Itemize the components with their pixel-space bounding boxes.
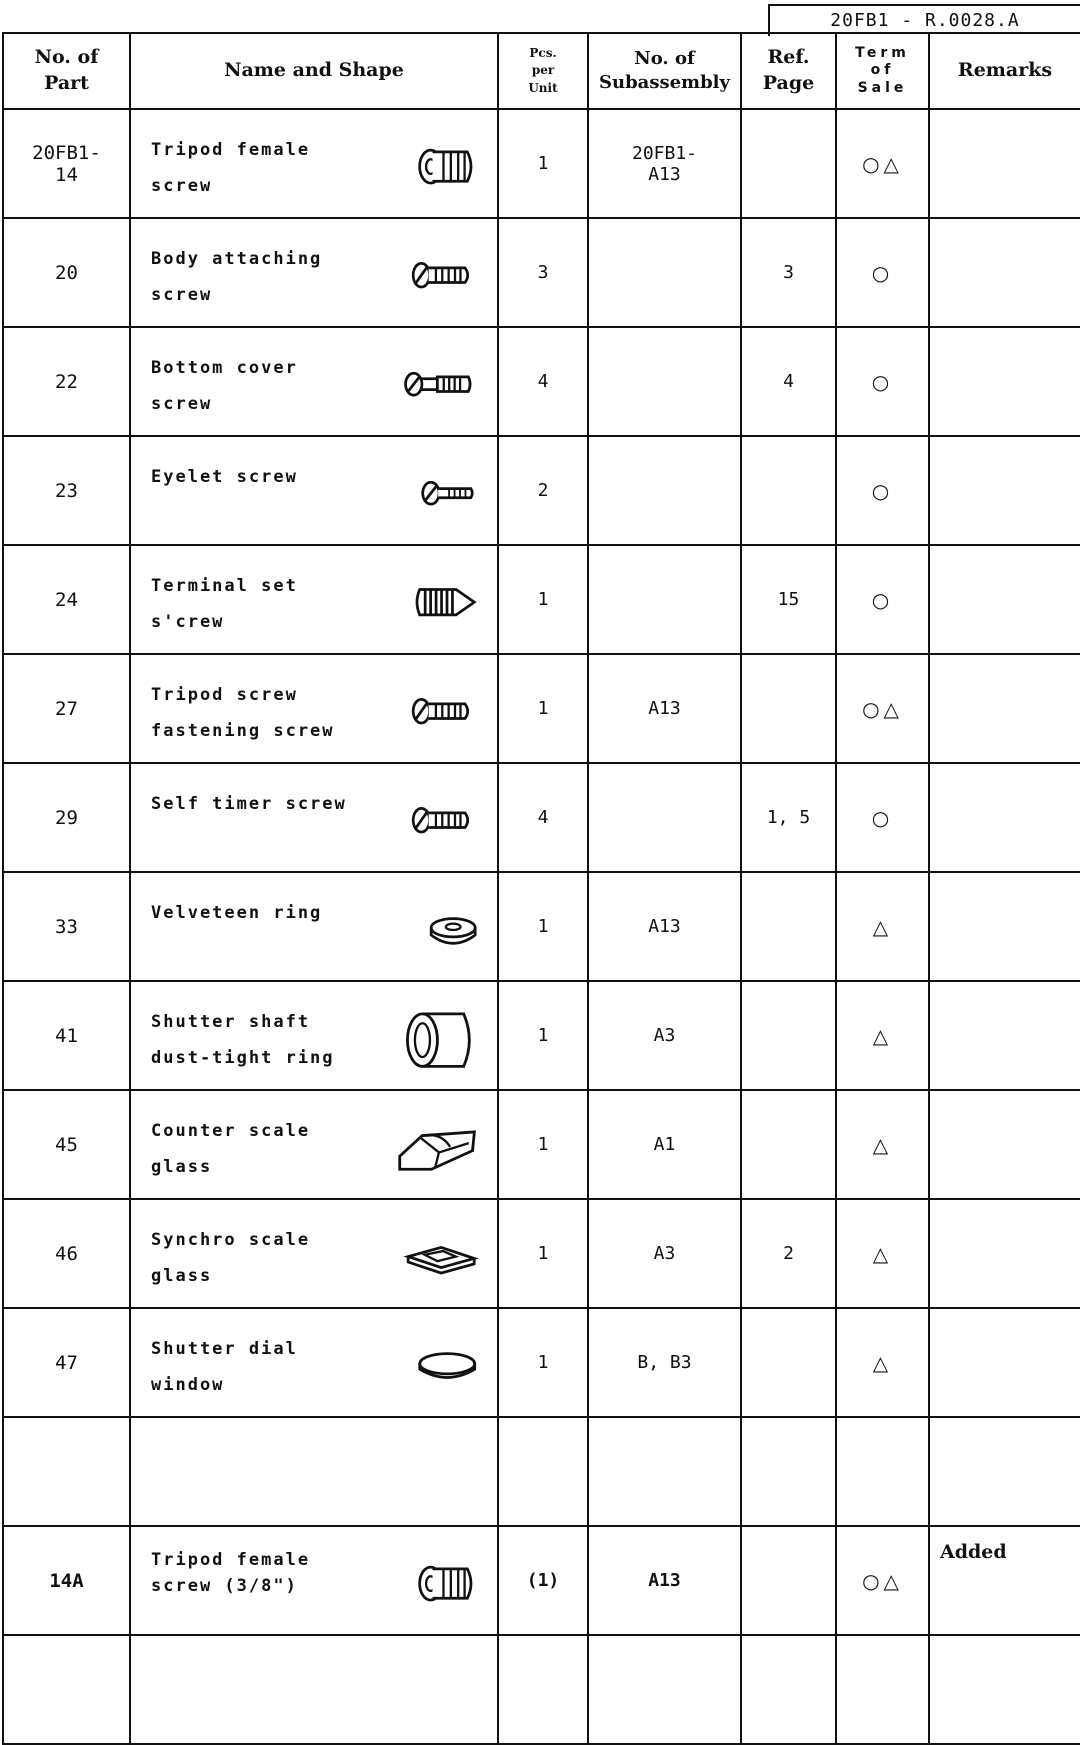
pcs-cell: 4 xyxy=(498,327,588,436)
subassembly-cell: 20FB1- A13 xyxy=(588,109,741,218)
part-no-cell: 27 xyxy=(3,654,130,763)
term-cell: △ xyxy=(836,981,929,1090)
name-cell xyxy=(130,1090,498,1199)
female-screw-icon xyxy=(415,146,483,190)
document-id: 20FB1 - R.0028.A xyxy=(768,4,1080,36)
ref-page-cell xyxy=(741,1417,836,1526)
name-cell xyxy=(130,1417,498,1526)
term-cell: ○△ xyxy=(836,654,929,763)
part-name: Terminal set s'crew xyxy=(151,576,298,632)
part-no-cell: 29 xyxy=(3,763,130,872)
female-screw-icon xyxy=(415,1563,483,1607)
part-name: Velveteen ring xyxy=(151,903,323,923)
part-name: Shutter shaft dust-tight ring xyxy=(151,1012,335,1068)
term-cell: ○△ xyxy=(836,109,929,218)
remarks-cell xyxy=(929,545,1080,654)
part-no-cell xyxy=(3,1635,130,1744)
remarks-cell xyxy=(929,1090,1080,1199)
part-no-cell: 46 xyxy=(3,1199,130,1308)
ref-page-cell xyxy=(741,1635,836,1744)
remarks-cell xyxy=(929,981,1080,1090)
part-name: Self timer screw xyxy=(151,794,347,814)
header-row xyxy=(3,33,1080,109)
pcs-cell: 1 xyxy=(498,1090,588,1199)
term-cell: ○ xyxy=(836,763,929,872)
part-no-cell: 20FB1- 14 xyxy=(3,109,130,218)
synchro-glass-icon xyxy=(403,1236,483,1280)
counter-glass-icon xyxy=(393,1122,483,1178)
subassembly-cell xyxy=(588,1635,741,1744)
name-cell xyxy=(130,327,498,436)
part-no-cell: 41 xyxy=(3,981,130,1090)
term-cell: ○ xyxy=(836,436,929,545)
name-cell xyxy=(130,1199,498,1308)
part-name: Eyelet screw xyxy=(151,467,298,487)
remarks-cell xyxy=(929,327,1080,436)
table-row xyxy=(3,763,1080,872)
ref-page-cell xyxy=(741,1308,836,1417)
parts-table xyxy=(2,32,1080,1745)
table-row xyxy=(3,1526,1080,1635)
header-part-no: No. of Part xyxy=(3,33,130,109)
part-name: Bottom cover screw xyxy=(151,358,298,414)
ref-page-cell: 15 xyxy=(741,545,836,654)
ring-icon xyxy=(427,909,483,953)
subassembly-cell: A13 xyxy=(588,654,741,763)
dial-window-icon xyxy=(417,1345,483,1389)
term-cell xyxy=(836,1635,929,1744)
remarks-cell xyxy=(929,109,1080,218)
pcs-cell: 1 xyxy=(498,545,588,654)
name-cell xyxy=(130,436,498,545)
part-no-cell: 45 xyxy=(3,1090,130,1199)
part-no-cell: 14A xyxy=(3,1526,130,1635)
set-screw-icon xyxy=(411,584,483,624)
pcs-cell: 1 xyxy=(498,981,588,1090)
name-cell xyxy=(130,872,498,981)
header-remarks: Remarks xyxy=(929,33,1080,109)
part-no-cell: 47 xyxy=(3,1308,130,1417)
table-row xyxy=(3,1090,1080,1199)
subassembly-cell: A1 xyxy=(588,1090,741,1199)
name-cell xyxy=(130,1635,498,1744)
subassembly-cell xyxy=(588,763,741,872)
ref-page-cell: 4 xyxy=(741,327,836,436)
term-cell: ○△ xyxy=(836,1526,929,1635)
table-row xyxy=(3,436,1080,545)
table-row xyxy=(3,654,1080,763)
remarks-cell xyxy=(929,1635,1080,1744)
pcs-cell: 1 xyxy=(498,1199,588,1308)
pcs-cell: 1 xyxy=(498,654,588,763)
table-row xyxy=(3,981,1080,1090)
ref-page-cell xyxy=(741,981,836,1090)
header-name-shape: Name and Shape xyxy=(130,33,498,109)
remarks-cell xyxy=(929,654,1080,763)
term-cell: △ xyxy=(836,1199,929,1308)
remarks-cell xyxy=(929,436,1080,545)
ref-page-cell xyxy=(741,654,836,763)
header-subassembly: No. of Subassembly xyxy=(588,33,741,109)
term-cell: ○ xyxy=(836,545,929,654)
dust-ring-icon xyxy=(405,1012,483,1072)
name-cell xyxy=(130,981,498,1090)
table-row xyxy=(3,1199,1080,1308)
remarks-cell xyxy=(929,872,1080,981)
ref-page-cell: 1, 5 xyxy=(741,763,836,872)
name-cell xyxy=(130,654,498,763)
term-cell xyxy=(836,1417,929,1526)
subassembly-cell: A3 xyxy=(588,981,741,1090)
table-row xyxy=(3,1417,1080,1526)
subassembly-cell: A13 xyxy=(588,1526,741,1635)
subassembly-cell: B, B3 xyxy=(588,1308,741,1417)
term-cell: △ xyxy=(836,872,929,981)
term-cell: ○ xyxy=(836,218,929,327)
part-name: Synchro scale glass xyxy=(151,1230,311,1286)
ref-page-cell: 3 xyxy=(741,218,836,327)
term-cell: △ xyxy=(836,1308,929,1417)
part-no-cell: 22 xyxy=(3,327,130,436)
part-no-cell: 33 xyxy=(3,872,130,981)
subassembly-cell xyxy=(588,545,741,654)
name-cell xyxy=(130,109,498,218)
small-screw-icon xyxy=(417,475,483,515)
table-row xyxy=(3,218,1080,327)
header-pcs: Pcs. per Unit xyxy=(498,33,588,109)
pcs-cell: 1 xyxy=(498,872,588,981)
pcs-cell xyxy=(498,1635,588,1744)
subassembly-cell: A3 xyxy=(588,1199,741,1308)
subassembly-cell xyxy=(588,1417,741,1526)
screw-icon xyxy=(407,693,483,733)
ref-page-cell xyxy=(741,109,836,218)
name-cell xyxy=(130,1308,498,1417)
remarks-cell xyxy=(929,1199,1080,1308)
header-term: Term of Sale xyxy=(836,33,929,109)
part-name: Tripod female screw (3/8") xyxy=(151,1550,311,1596)
table-row xyxy=(3,109,1080,218)
pcs-cell: 2 xyxy=(498,436,588,545)
part-name: Tripod female screw xyxy=(151,140,311,196)
table-row xyxy=(3,1308,1080,1417)
header-ref-page: Ref. Page xyxy=(741,33,836,109)
remarks-cell xyxy=(929,763,1080,872)
subassembly-cell xyxy=(588,327,741,436)
table-row xyxy=(3,872,1080,981)
ref-page-cell xyxy=(741,436,836,545)
part-no-cell xyxy=(3,1417,130,1526)
part-no-cell: 24 xyxy=(3,545,130,654)
pcs-cell: 3 xyxy=(498,218,588,327)
ref-page-cell xyxy=(741,872,836,981)
screw-icon xyxy=(407,257,483,297)
part-no-cell: 23 xyxy=(3,436,130,545)
pcs-cell: (1) xyxy=(498,1526,588,1635)
part-name: Counter scale glass xyxy=(151,1121,311,1177)
ref-page-cell xyxy=(741,1526,836,1635)
remarks-cell xyxy=(929,218,1080,327)
remarks-cell xyxy=(929,1417,1080,1526)
subassembly-cell xyxy=(588,218,741,327)
name-cell xyxy=(130,763,498,872)
subassembly-cell xyxy=(588,436,741,545)
part-name: Tripod screw fastening screw xyxy=(151,685,335,741)
name-cell xyxy=(130,1526,498,1635)
name-cell xyxy=(130,218,498,327)
term-cell: △ xyxy=(836,1090,929,1199)
long-screw-icon xyxy=(399,366,483,406)
table-row xyxy=(3,545,1080,654)
table-row xyxy=(3,1635,1080,1744)
name-cell xyxy=(130,545,498,654)
ref-page-cell xyxy=(741,1090,836,1199)
screw-icon xyxy=(407,802,483,842)
ref-page-cell: 2 xyxy=(741,1199,836,1308)
part-name: Body attaching screw xyxy=(151,249,323,305)
part-name: Shutter dial window xyxy=(151,1339,298,1395)
subassembly-cell: A13 xyxy=(588,872,741,981)
pcs-cell xyxy=(498,1417,588,1526)
pcs-cell: 1 xyxy=(498,1308,588,1417)
remarks-cell xyxy=(929,1308,1080,1417)
pcs-cell: 1 xyxy=(498,109,588,218)
part-no-cell: 20 xyxy=(3,218,130,327)
remarks-cell: Added xyxy=(929,1526,1080,1635)
term-cell: ○ xyxy=(836,327,929,436)
table-row xyxy=(3,327,1080,436)
pcs-cell: 4 xyxy=(498,763,588,872)
